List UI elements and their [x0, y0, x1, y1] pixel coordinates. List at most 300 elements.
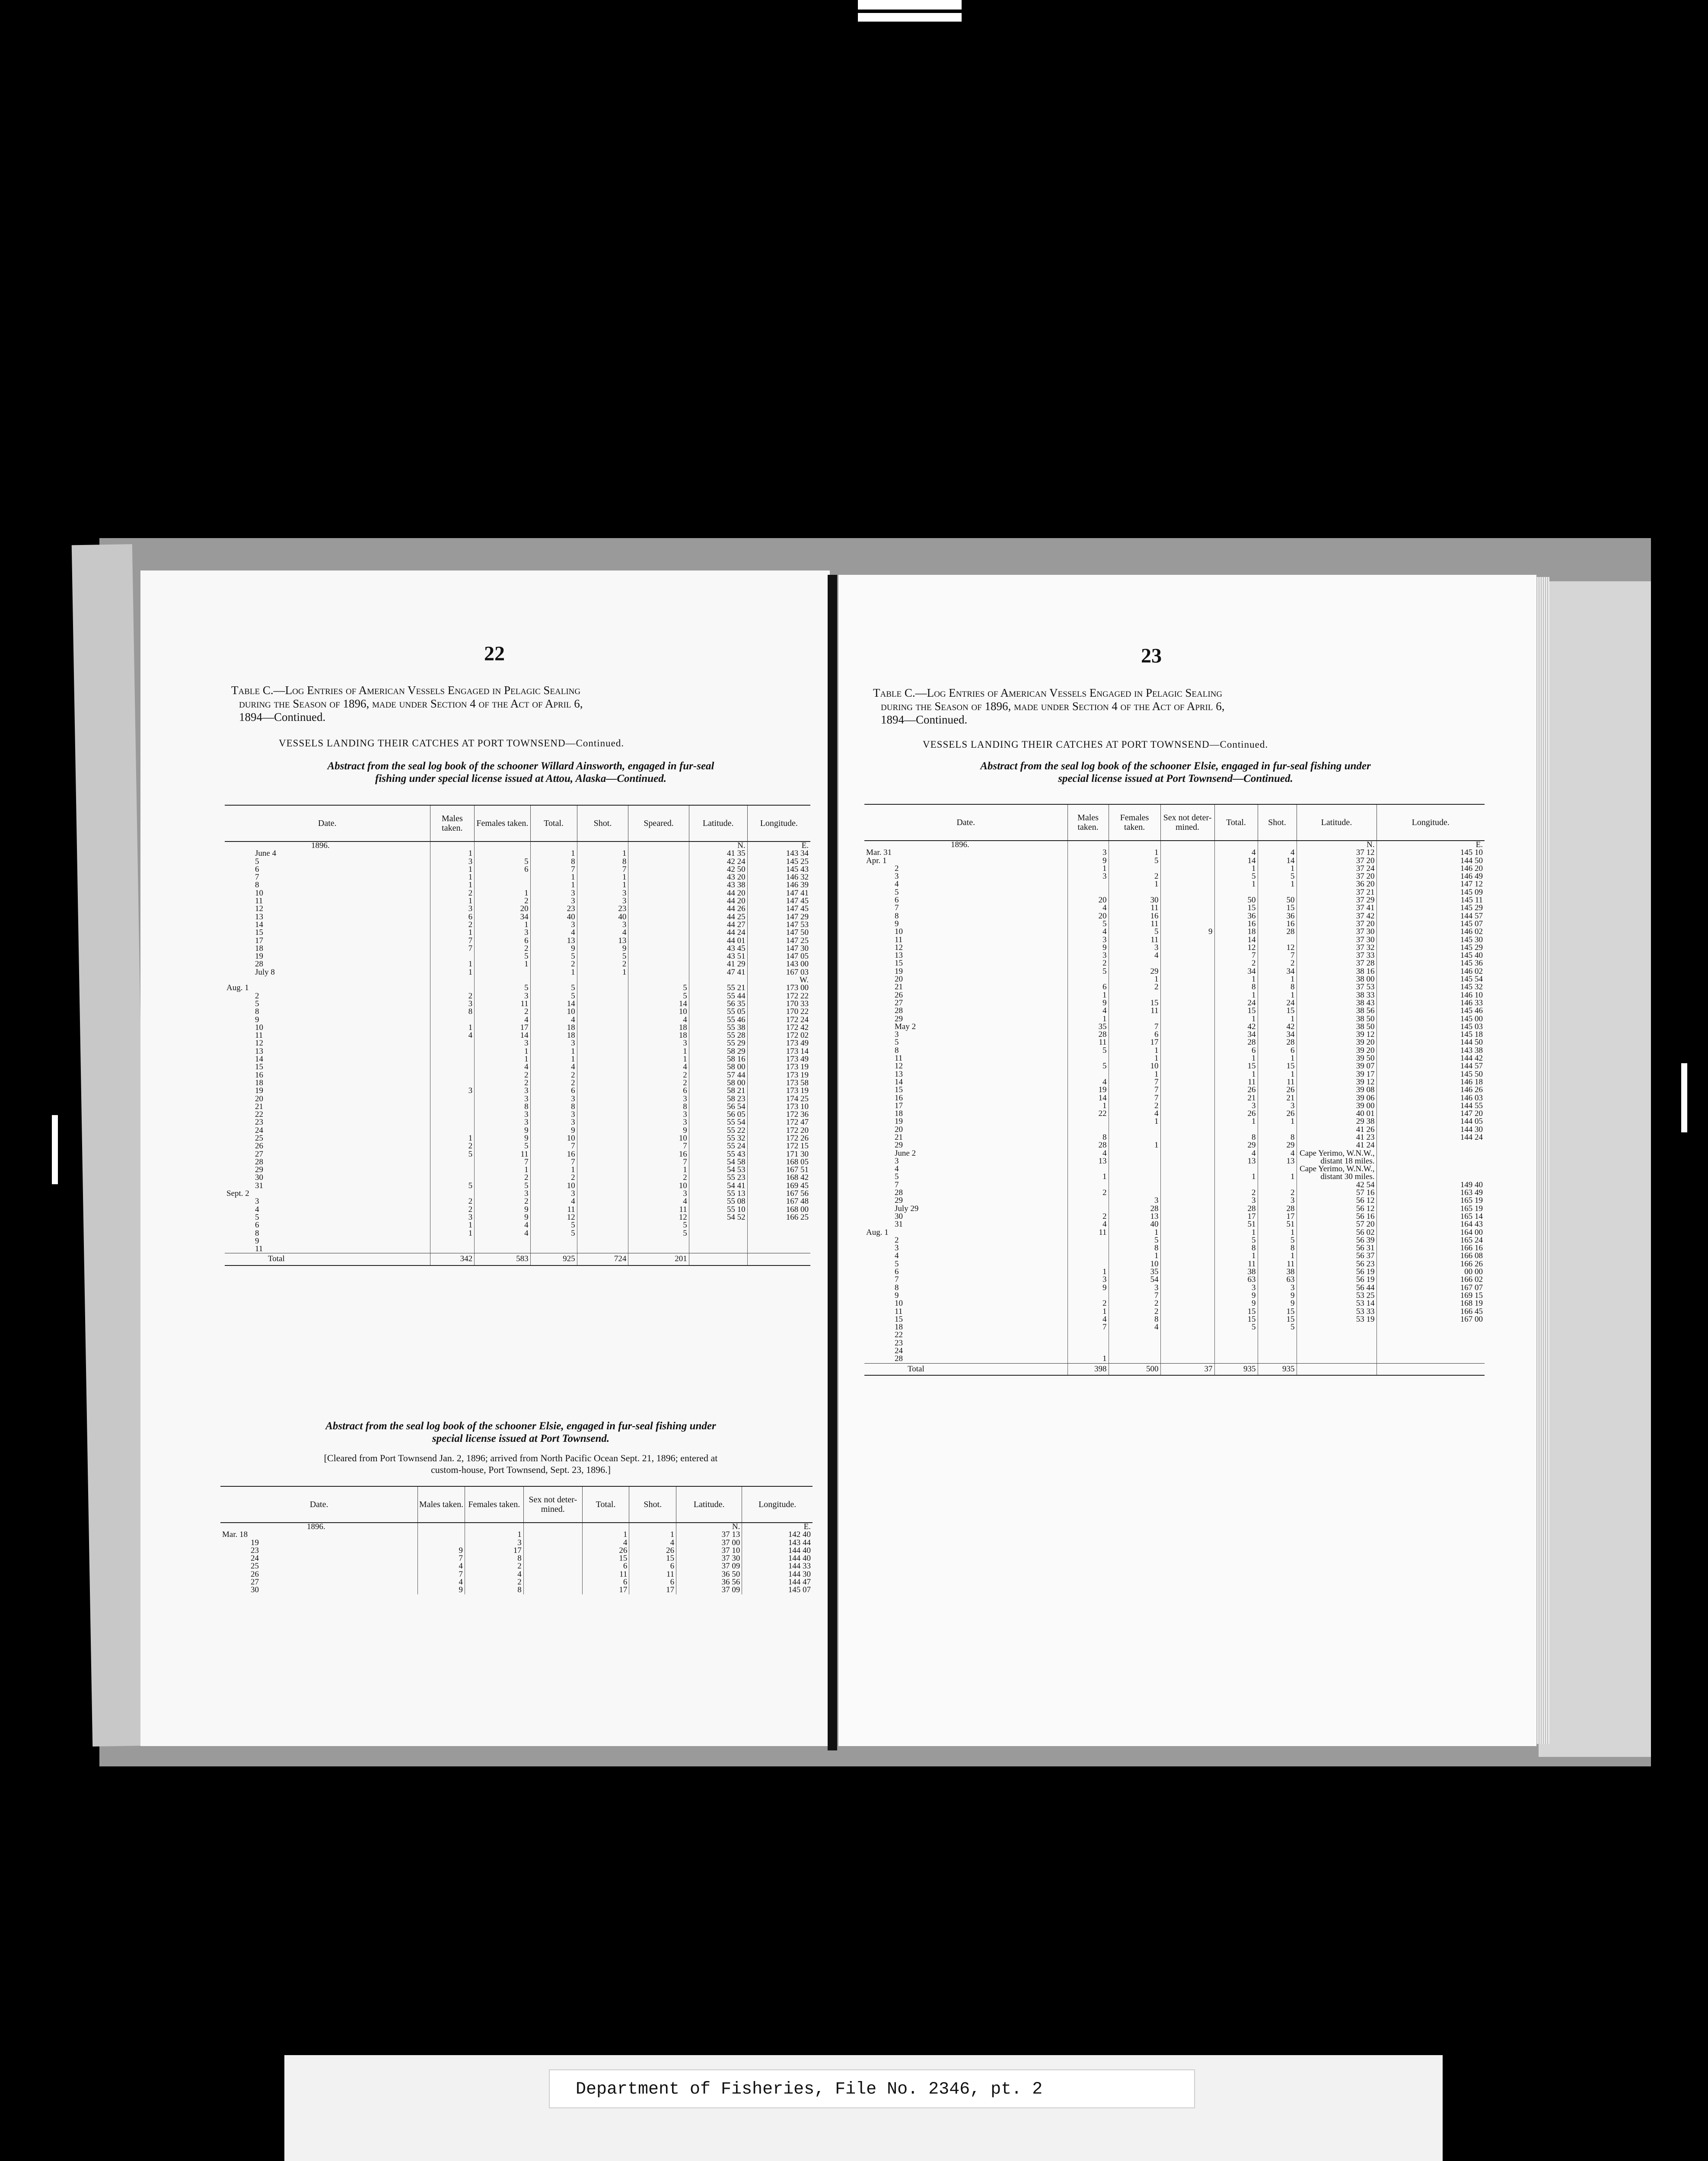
table-row — [864, 1197, 1485, 1205]
value-cell: 55 32 — [689, 1135, 747, 1142]
date-cell: 13 — [895, 1070, 903, 1078]
value-cell: 3 — [465, 1539, 523, 1547]
value-cell — [1109, 841, 1160, 849]
value-cell: 44 24 — [689, 929, 747, 937]
date-cell: May 2 — [895, 1023, 916, 1031]
value-cell: 9 — [1068, 944, 1109, 952]
file-label: Department of Fisheries, File No. 2346, pt. 2 — [549, 2069, 1195, 2108]
date-cell: July 29 — [895, 1205, 919, 1213]
value-cell: 172 15 — [747, 1142, 810, 1150]
date-cell: 9 — [255, 1016, 259, 1024]
value-cell — [628, 1245, 689, 1253]
value-cell: 14 — [530, 1000, 577, 1008]
value-cell — [577, 1063, 628, 1071]
value-cell: 30 — [1109, 896, 1160, 904]
value-cell: 172 02 — [747, 1032, 810, 1039]
table-row — [225, 1016, 810, 1024]
table-row — [225, 1206, 810, 1214]
table-row — [864, 991, 1485, 999]
value-cell: 145 40 — [1377, 952, 1485, 959]
value-cell: 168 05 — [747, 1158, 810, 1166]
value-cell — [1068, 889, 1109, 896]
value-cell: 56 23 — [1297, 1260, 1377, 1268]
value-cell: 147 45 — [747, 897, 810, 905]
value-cell: 28 — [1214, 1039, 1258, 1046]
value-cell: 1 — [1109, 1055, 1160, 1062]
table-row — [225, 1087, 810, 1095]
value-cell — [1160, 1316, 1214, 1323]
value-cell: 12 — [628, 1214, 689, 1221]
value-cell: 5 — [628, 1221, 689, 1229]
value-cell: 143 34 — [747, 850, 810, 857]
date-cell: 2 — [895, 864, 899, 873]
value-cell: 2 — [475, 897, 531, 905]
value-cell: 3 — [628, 1111, 689, 1119]
date-cell: 31 — [255, 1182, 263, 1190]
value-cell: 3 — [577, 921, 628, 929]
value-cell: 1 — [629, 1531, 676, 1539]
table-row — [864, 1157, 1485, 1165]
value-cell: 13 — [530, 937, 577, 945]
value-cell: 58 00 — [689, 1063, 747, 1071]
value-cell: 26 — [629, 1547, 676, 1555]
date-cell: 1896. — [307, 1523, 325, 1531]
value-cell — [1214, 1339, 1258, 1347]
table-row — [225, 1032, 810, 1039]
value-cell: 43 45 — [689, 945, 747, 953]
value-cell: 5 — [530, 953, 577, 960]
value-cell: 5 — [1109, 1237, 1160, 1244]
value-cell: 3 — [530, 1190, 577, 1198]
value-cell: 173 49 — [747, 1055, 810, 1063]
value-cell — [628, 897, 689, 905]
value-cell — [577, 1182, 628, 1190]
table-heading: Table C.—Log Entries of American Vessels Engaged in Pelagic Sealing during the Season of 1896, made under Section 4 of the Act of April 6, 1894—Continued. — [873, 686, 1225, 726]
date-cell: 6 — [255, 1221, 259, 1230]
date-cell: 30 — [251, 1586, 259, 1594]
value-cell: 1 — [1068, 1102, 1109, 1110]
value-cell: 43 20 — [689, 873, 747, 881]
value-cell: 1 — [465, 1531, 523, 1539]
value-cell: 11 — [1214, 1260, 1258, 1268]
column-header: Speared. — [628, 805, 689, 841]
value-cell: 147 25 — [747, 937, 810, 945]
value-cell — [577, 1095, 628, 1103]
date-cell: 8 — [255, 881, 259, 889]
date-cell: 22 — [895, 1331, 903, 1339]
date-cell: 3 — [895, 1157, 899, 1166]
date-cell: 5 — [255, 1000, 259, 1008]
date-cell: 26 — [251, 1570, 259, 1579]
value-cell: 34 — [1258, 1031, 1297, 1039]
value-cell: 8 — [1109, 1244, 1160, 1252]
value-cell — [582, 1523, 629, 1531]
table-row — [225, 1095, 810, 1103]
column-header: Shot. — [629, 1486, 676, 1523]
value-cell: 10 — [1109, 1062, 1160, 1070]
value-cell — [689, 1230, 747, 1237]
value-cell: 54 58 — [689, 1158, 747, 1166]
value-cell: 3 — [430, 1000, 475, 1008]
total-cell: 500 — [1109, 1363, 1160, 1375]
value-cell: 7 — [628, 1142, 689, 1150]
value-cell: 146 02 — [1377, 928, 1485, 936]
date-cell: 25 — [251, 1562, 259, 1571]
total-cell: 583 — [475, 1253, 531, 1265]
column-header: Latitude. — [689, 805, 747, 841]
value-cell: 18 — [1214, 928, 1258, 936]
value-cell: 9 — [1160, 928, 1214, 936]
table-row — [864, 1023, 1485, 1031]
value-cell: 6 — [582, 1562, 629, 1570]
value-cell: 54 41 — [689, 1182, 747, 1190]
value-cell — [523, 1547, 582, 1555]
value-cell — [465, 1523, 523, 1531]
value-cell — [1068, 1055, 1109, 1062]
value-cell: 5 — [1068, 968, 1109, 975]
value-cell: 2 — [577, 960, 628, 968]
value-cell: 167 07 — [1377, 1284, 1485, 1292]
value-cell: 50 — [1258, 896, 1297, 904]
date-cell: 8 — [895, 912, 899, 920]
value-cell: 145 18 — [1377, 1031, 1485, 1039]
value-cell: 4 — [418, 1578, 465, 1586]
date-cell: Aug. 1 — [226, 984, 249, 992]
value-cell: 145 09 — [1377, 889, 1485, 896]
value-cell — [1068, 1260, 1109, 1268]
value-cell: 38 56 — [1297, 1007, 1377, 1015]
total-label: Total — [864, 1363, 1068, 1375]
value-cell — [628, 889, 689, 897]
value-cell: 16 — [530, 1151, 577, 1158]
date-cell: 4 — [895, 1165, 899, 1173]
table-row — [220, 1586, 813, 1594]
value-cell: 4 — [530, 1198, 577, 1205]
value-cell — [747, 1221, 810, 1229]
value-cell: 1 — [430, 960, 475, 968]
value-cell — [747, 1230, 810, 1237]
value-cell: 3 — [577, 897, 628, 905]
value-cell — [1160, 1189, 1214, 1197]
value-cell: 147 53 — [747, 921, 810, 929]
value-cell: 172 26 — [747, 1135, 810, 1142]
value-cell: 5 — [475, 953, 531, 960]
table-row — [225, 1221, 810, 1229]
value-cell: 53 14 — [1297, 1300, 1377, 1307]
value-cell: 18 — [530, 1032, 577, 1039]
date-cell: 1896. — [311, 841, 330, 850]
value-cell — [523, 1578, 582, 1586]
value-cell — [1109, 1165, 1160, 1173]
value-cell: 14 — [1068, 1094, 1109, 1102]
value-cell: 55 08 — [689, 1198, 747, 1205]
value-cell: 56 12 — [1297, 1205, 1377, 1213]
value-cell: 51 — [1214, 1221, 1258, 1228]
value-cell: 5 — [475, 984, 531, 992]
value-cell: 41 29 — [689, 960, 747, 968]
value-cell: 56 39 — [1297, 1237, 1377, 1244]
value-cell: 2 — [475, 1174, 531, 1182]
value-cell: 145 11 — [1377, 896, 1485, 904]
value-cell: 37 41 — [1297, 904, 1377, 912]
value-cell: 1 — [475, 1166, 531, 1174]
value-cell: 55 13 — [689, 1190, 747, 1198]
value-cell: 6 — [629, 1578, 676, 1586]
value-cell: 172 22 — [747, 992, 810, 1000]
value-cell: 17 — [582, 1586, 629, 1594]
value-cell: 14 — [475, 1032, 531, 1039]
value-cell — [1160, 1221, 1214, 1228]
value-cell: 1 — [1258, 1118, 1297, 1125]
table-row — [225, 1166, 810, 1174]
value-cell: 1 — [430, 866, 475, 873]
value-cell: 53 19 — [1297, 1316, 1377, 1323]
value-cell: 41 26 — [1297, 1126, 1377, 1134]
value-cell: 144 42 — [1377, 1055, 1485, 1062]
value-cell — [523, 1586, 582, 1594]
value-cell: 13 — [1258, 1157, 1297, 1165]
value-cell: 165 19 — [1377, 1205, 1485, 1213]
value-cell — [1068, 1118, 1109, 1125]
value-cell: 1 — [430, 873, 475, 881]
value-cell: 143 38 — [1377, 1047, 1485, 1055]
value-cell — [1160, 1110, 1214, 1118]
value-cell: 24 — [1258, 999, 1297, 1007]
value-cell: 144 40 — [742, 1547, 813, 1555]
value-cell — [475, 969, 531, 976]
value-cell: 144 30 — [742, 1571, 813, 1578]
value-cell: E. — [742, 1523, 813, 1531]
value-cell: 1 — [1068, 1173, 1109, 1181]
value-cell — [1068, 1181, 1109, 1189]
value-cell: 145 32 — [1377, 983, 1485, 991]
table-row — [864, 1300, 1485, 1307]
table-row — [225, 929, 810, 937]
value-cell: 11 — [628, 1206, 689, 1214]
value-cell: 146 20 — [1377, 865, 1485, 873]
value-cell: distant 30 miles. — [1297, 1173, 1377, 1181]
value-cell — [1068, 1339, 1109, 1347]
value-cell: 23 — [530, 905, 577, 913]
value-cell: 28 — [1068, 1031, 1109, 1039]
value-cell — [577, 1055, 628, 1063]
value-cell: 10 — [628, 1135, 689, 1142]
date-cell: 24 — [251, 1555, 259, 1563]
table-row — [225, 1024, 810, 1032]
value-cell: 3 — [475, 1190, 531, 1198]
value-cell: 1 — [1258, 975, 1297, 983]
value-cell: 20 — [1068, 896, 1109, 904]
table-row — [225, 1198, 810, 1205]
value-cell: 1 — [1258, 1229, 1297, 1237]
value-cell: 146 39 — [747, 881, 810, 889]
table-row — [225, 1119, 810, 1126]
value-cell — [577, 1016, 628, 1024]
value-cell: 3 — [1258, 1197, 1297, 1205]
value-cell: 42 — [1258, 1023, 1297, 1031]
value-cell: 145 54 — [1377, 975, 1485, 983]
value-cell — [1214, 1331, 1258, 1339]
value-cell: 7 — [577, 866, 628, 873]
date-cell: 18 — [255, 944, 263, 953]
value-cell: 5 — [1214, 1323, 1258, 1331]
value-cell: 37 42 — [1297, 912, 1377, 920]
date-cell: 14 — [255, 921, 263, 929]
value-cell: 37 32 — [1297, 944, 1377, 952]
value-cell: 2 — [1214, 959, 1258, 967]
value-cell: 37 20 — [1297, 873, 1377, 880]
value-cell: 1 — [1068, 1268, 1109, 1276]
value-cell: 55 24 — [689, 1142, 747, 1150]
value-cell: 56 54 — [689, 1103, 747, 1111]
column-header: Shot. — [577, 805, 628, 841]
value-cell: 2 — [475, 1198, 531, 1205]
value-cell: 18 — [628, 1024, 689, 1032]
value-cell — [475, 881, 531, 889]
value-cell: 1 — [1214, 1015, 1258, 1023]
value-cell: 2 — [430, 1206, 475, 1214]
table-row — [864, 1150, 1485, 1157]
value-cell — [1160, 959, 1214, 967]
value-cell: 4 — [1214, 849, 1258, 857]
value-cell — [1160, 1292, 1214, 1300]
value-cell: 1 — [1109, 1252, 1160, 1260]
value-cell: 3 — [1109, 1284, 1160, 1292]
column-header: Latitude. — [1297, 804, 1377, 841]
value-cell: 1 — [577, 881, 628, 889]
table-row — [864, 1260, 1485, 1268]
value-cell — [475, 1245, 531, 1253]
value-cell: 57 16 — [1297, 1189, 1377, 1197]
value-cell — [1160, 1157, 1214, 1165]
film-frame-mark — [858, 0, 962, 22]
date-cell: 5 — [895, 1260, 899, 1269]
total-cell: 724 — [577, 1253, 628, 1265]
value-cell — [430, 1166, 475, 1174]
value-cell: 165 19 — [1377, 1197, 1485, 1205]
date-cell: 19 — [895, 967, 903, 976]
value-cell: 21 — [1258, 1094, 1297, 1102]
value-cell: Cape Yerimo, W.N.W., — [1297, 1165, 1377, 1173]
value-cell: 173 14 — [747, 1048, 810, 1055]
value-cell: 1 — [430, 1230, 475, 1237]
value-cell: 44 26 — [689, 905, 747, 913]
table-row — [864, 1268, 1485, 1276]
column-header: Total. — [1214, 804, 1258, 841]
total-cell — [689, 1253, 747, 1265]
value-cell: 28 — [1214, 1205, 1258, 1213]
value-cell: 166 16 — [1377, 1244, 1485, 1252]
value-cell: 20 — [475, 905, 531, 913]
value-cell: 20 — [1068, 912, 1109, 920]
value-cell — [1109, 1150, 1160, 1157]
value-cell: 37 00 — [676, 1539, 742, 1547]
value-cell: 3 — [1068, 1276, 1109, 1284]
table-row — [864, 920, 1485, 928]
value-cell: 169 45 — [747, 1182, 810, 1190]
value-cell — [1160, 1007, 1214, 1015]
value-cell — [1160, 904, 1214, 912]
value-cell: 5 — [1258, 873, 1297, 880]
value-cell: 144 50 — [1377, 857, 1485, 865]
value-cell: 7 — [418, 1555, 465, 1562]
value-cell: 4 — [1214, 1150, 1258, 1157]
table-row — [225, 841, 810, 850]
table-row — [864, 1126, 1485, 1134]
value-cell: 167 51 — [747, 1166, 810, 1174]
value-cell — [430, 1095, 475, 1103]
value-cell — [1160, 991, 1214, 999]
value-cell: 147 12 — [1377, 880, 1485, 888]
value-cell — [747, 1237, 810, 1245]
value-cell: 1 — [1258, 1015, 1297, 1023]
value-cell: 5 — [1214, 1237, 1258, 1244]
value-cell — [418, 1523, 465, 1531]
value-cell: 3 — [1068, 849, 1109, 857]
value-cell — [577, 1111, 628, 1119]
value-cell: 17 — [1214, 1213, 1258, 1221]
value-cell: 3 — [475, 1095, 531, 1103]
table-row — [225, 1237, 810, 1245]
value-cell: 5 — [628, 984, 689, 992]
film-edge-mark-right — [1681, 1063, 1687, 1132]
value-cell: 37 53 — [1297, 983, 1377, 991]
value-cell — [430, 1190, 475, 1198]
value-cell: 15 — [1258, 1007, 1297, 1015]
table-row — [864, 1316, 1485, 1323]
table-row — [864, 944, 1485, 952]
value-cell: 1 — [1214, 865, 1258, 873]
value-cell — [1160, 1252, 1214, 1260]
value-cell: 4 — [530, 929, 577, 937]
value-cell: 2 — [1109, 983, 1160, 991]
value-cell: 29 38 — [1297, 1118, 1377, 1125]
value-cell: 34 — [475, 913, 531, 921]
value-cell: 39 17 — [1297, 1071, 1377, 1078]
value-cell: 3 — [628, 1039, 689, 1047]
value-cell — [430, 1111, 475, 1119]
date-cell: 11 — [895, 1307, 903, 1316]
value-cell — [1297, 1323, 1377, 1331]
value-cell: 9 — [1068, 1284, 1109, 1292]
value-cell — [1068, 1244, 1109, 1252]
value-cell — [475, 1237, 531, 1245]
table-row — [225, 1111, 810, 1119]
date-cell: June 2 — [895, 1149, 916, 1157]
value-cell: 58 16 — [689, 1055, 747, 1063]
value-cell: 7 — [475, 1158, 531, 1166]
value-cell: 9 — [1258, 1292, 1297, 1300]
value-cell: 166 25 — [747, 1214, 810, 1221]
value-cell: 5 — [530, 984, 577, 992]
value-cell: 4 — [1068, 1316, 1109, 1323]
table-row — [864, 1347, 1485, 1355]
date-cell: 26 — [255, 1142, 263, 1151]
value-cell: 6 — [530, 1087, 577, 1095]
value-cell: 56 12 — [1297, 1197, 1377, 1205]
value-cell: 3 — [628, 1095, 689, 1103]
column-header: Males taken. — [430, 805, 475, 841]
value-cell: 5 — [1258, 1237, 1297, 1244]
value-cell: 42 50 — [689, 866, 747, 873]
date-cell: 6 — [895, 1268, 899, 1276]
table-row — [864, 999, 1485, 1007]
value-cell: 37 20 — [1297, 857, 1377, 865]
total-cell: 37 — [1160, 1363, 1214, 1375]
value-cell — [628, 960, 689, 968]
value-cell: 37 21 — [1297, 889, 1377, 896]
value-cell: 170 33 — [747, 1000, 810, 1008]
